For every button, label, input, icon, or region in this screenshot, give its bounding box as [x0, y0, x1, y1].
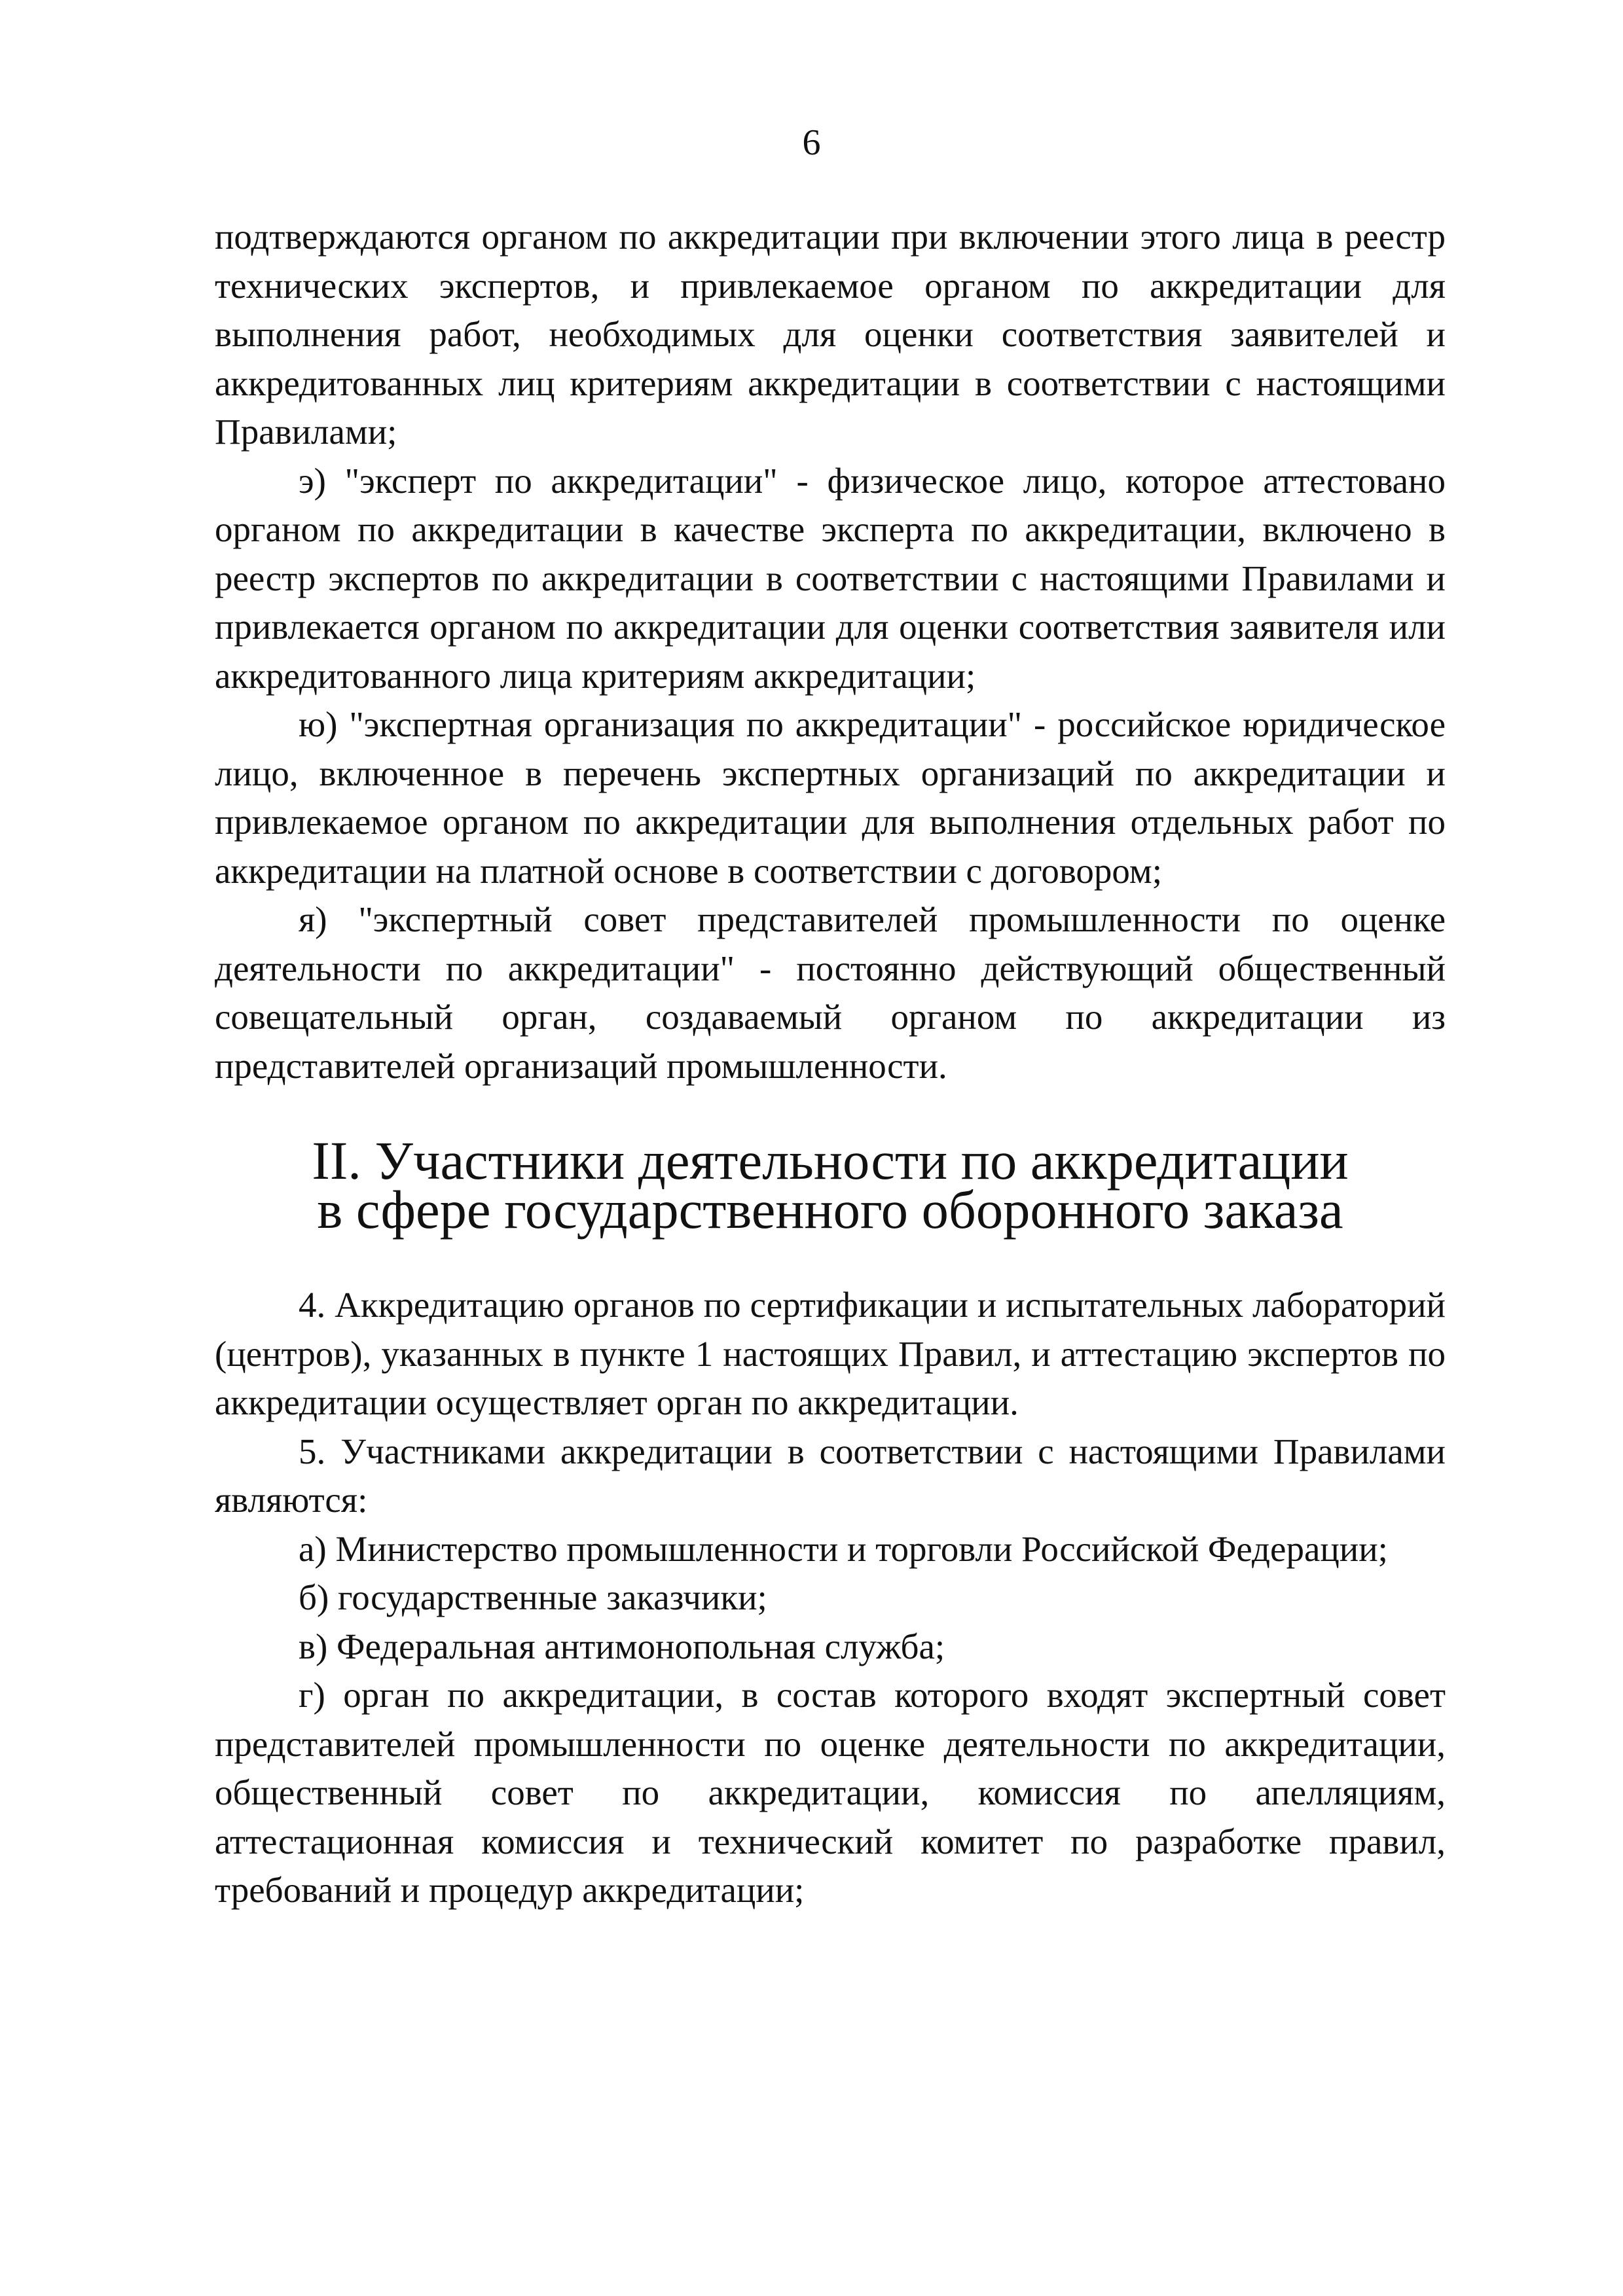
paragraph-clause-4: 4. Аккредитацию органов по сертификации и испытательных лабораторий (центров), указанных в пункте 1 настоящих Правил, и аттестацию экспертов по аккредитации осуществляет орган по аккредитации. [215, 1285, 1446, 1422]
paragraph-item-e: э) "эксперт по аккредитации" - физическое лицо, которое аттестовано органом по аккредитации в качестве эксперта по аккредитации, включено в реестр экспертов по аккредитации в соответствии с настоящими Правилами и привлекается органом по аккредитации для оценки соответствия заявителя или аккредитованного лица критериям аккредитации; [215, 460, 1446, 696]
paragraph-item-yu: ю) "экспертная организация по аккредитации" - российское юридическое лицо, включенное в перечень экспертных организаций по аккредитации и привлекаемое органом по аккредитации для выполнения отдельных работ по аккредитации на платной основе в соответствии с договором; [215, 704, 1446, 891]
paragraph-item-g: г) орган по аккредитации, в состав которого входят экспертный совет представителей промышленности по оценке деятельности по аккредитации, общественный совет по аккредитации, комиссия по апелляциям, аттестационная комиссия и технический комитет по разработке правил, требований и процедур аккредитации; [215, 1675, 1446, 1910]
page-number: 6 [802, 122, 821, 163]
section-heading-line-2: в сфере государственного оборонного заказа [317, 1179, 1343, 1240]
section-heading [215, 1130, 1446, 1240]
paragraph-item-v: в) Федеральная антимонопольная служба; [299, 1626, 945, 1666]
paragraph-item-ya: я) "экспертный совет представителей промышленности по оценке деятельности по аккредитации" - постоянно действующий общественный совещательный орган, создаваемый органом по аккредитации из представителей организаций промышленности. [215, 899, 1446, 1086]
spacer [215, 1234, 1446, 1281]
section-heading-line-1: II. Участники деятельности по аккредитации [312, 1130, 1349, 1191]
paragraph-clause-5: 5. Участниками аккредитации в соответствии с настоящими Правилами являются: [215, 1431, 1446, 1520]
paragraph-item-a: а) Министерство промышленности и торговли Российской Федерации; [299, 1528, 1388, 1569]
paragraph-item-b: б) государственные заказчики; [299, 1577, 767, 1617]
spacer [215, 1090, 1446, 1136]
document-body [215, 213, 1446, 1915]
paragraph-continuation: подтверждаются органом по аккредитации при включении этого лица в реестр технических экспертов, и привлекаемое органом по аккредитации для выполнения работ, необходимых для оценки соответствия заявителей и аккредитованных лиц критериям аккредитации в соответствии с настоящими Правилами; [215, 217, 1446, 452]
